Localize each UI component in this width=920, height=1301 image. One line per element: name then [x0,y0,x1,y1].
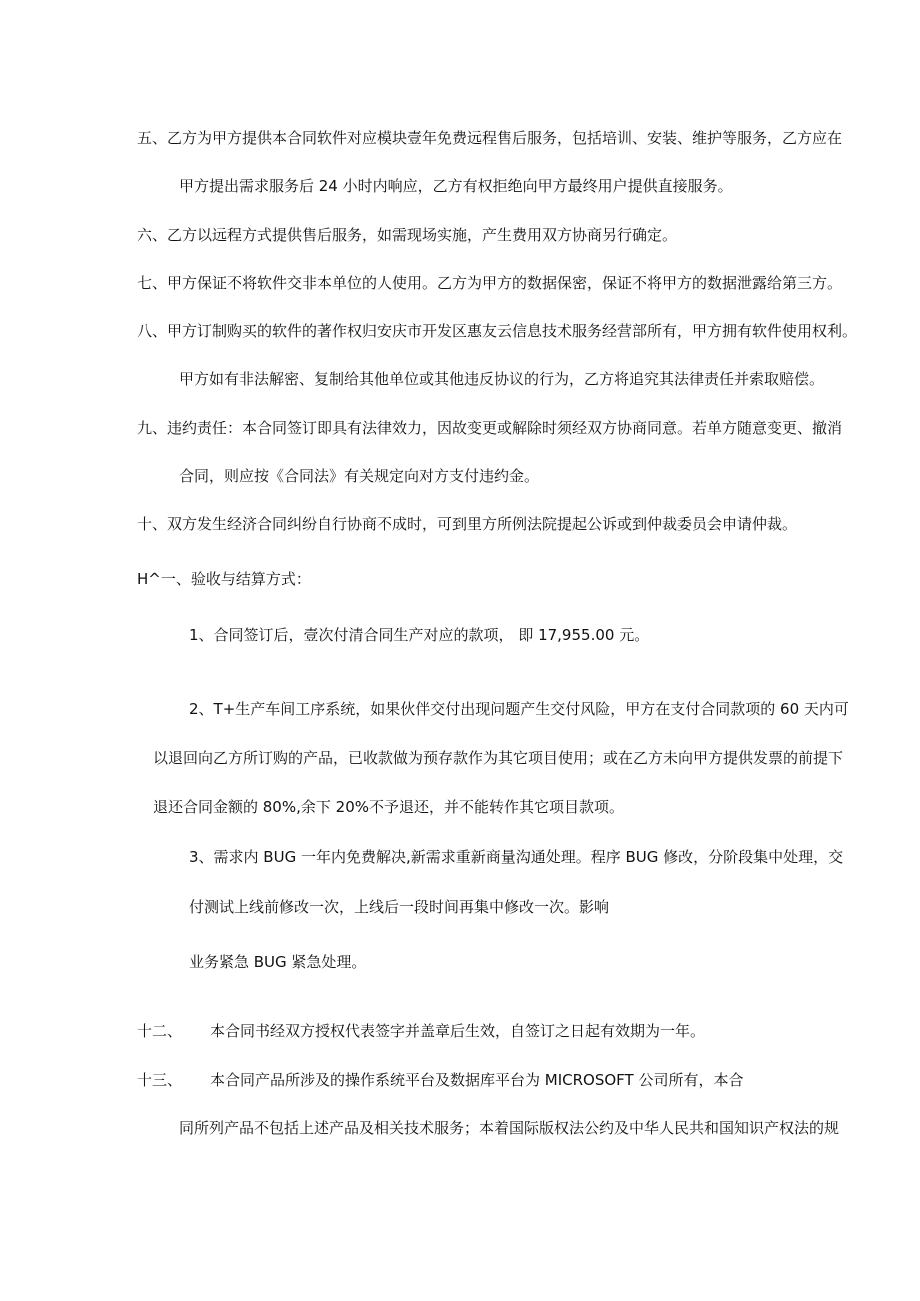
clause-13-line-1 [137,1070,743,1090]
clause-11-item-1: 1、合同签订后，壹次付清合同生产对应的款项， 即 17,955.00 元。 [189,626,650,644]
clause-9-line-2: 合同，则应按《合同法》有关规定向对方支付违约金。 [179,467,540,485]
clause-5-line-2: 甲方提出需求服务后 24 小时内响应，乙方有权拒绝向甲方最终用户提供直接服务。 [179,177,733,195]
clause-11-item-3-line-2: 付测试上线前修改一次，上线后一段时间再集中修改一次。影响 [189,898,610,916]
clause-11-item-3-line-1: 3、需求内 BUG 一年内免费解决,新需求重新商量沟通处理。程序 BUG 修改，分阶段集中处理，交 [189,848,844,866]
clause-11-heading: H^一、验收与结算方式： [137,570,311,588]
clause-11-item-2-line-3: 退还合同金额的 80%,余下 20%不予退还，并不能转作其它项目款项。 [153,798,624,816]
clause-12-line [137,1021,705,1041]
clause-13-number: 十三、 [137,1071,183,1089]
clause-13-text-1: 本合同产品所涉及的操作系统平台及数据库平台为 MICROSOFT 公司所有，本合 [210,1071,744,1089]
clause-6: 六、乙方以远程方式提供售后服务，如需现场实施，产生费用双方协商另行确定。 [137,226,678,244]
clause-12-text: 本合同书经双方授权代表签字并盖章后生效，自签订之日起有效期为一年。 [210,1022,706,1040]
clause-11-item-2-line-1: 2、T+生产车间工序系统，如果伙伴交付出现问题产生交付风险，甲方在支付合同款项的 60 天内可 [189,700,849,718]
clause-7: 七、甲方保证不将软件交非本单位的人使用。乙方为甲方的数据保密，保证不将甲方的数据泄露给第三方。 [137,274,843,292]
clause-11-item-3-line-3: 业务紧急 BUG 紧急处理。 [189,953,367,971]
clause-8-line-1: 八、甲方订制购买的软件的著作权归安庆市开发区惠友云信息技术服务经营部所有，甲方拥有软件使用权利。 [137,322,858,340]
clause-11-item-2-line-2: 以退回向乙方所订购的产品，已收款做为预存款作为其它项目使用；或在乙方未向甲方提供发票的前提下 [153,749,844,767]
clause-10: 十、双方发生经济合同纠纷自行协商不成时，可到里方所例法院提起公诉或到仲裁委员会申请仲裁。 [137,515,798,533]
clause-5-line-1: 五、乙方为甲方提供本合同软件对应模块壹年免费远程售后服务，包括培训、安装、维护等服务，乙方应在 [137,129,843,147]
clause-13-line-2: 同所列产品不包括上述产品及相关技术服务；本着国际版权法公约及中华人民共和国知识产权法的规 [179,1119,840,1137]
clause-9-line-1: 九、违约责任：本合同签订即具有法律效力，因故变更或解除时须经双方协商同意。若单方随意变更、撤消 [137,419,843,437]
clause-8-line-2: 甲方如有非法解密、复制给其他单位或其他违反协议的行为，乙方将追究其法律责任并索取赔偿。 [179,370,825,388]
clause-12-number: 十二、 [137,1022,183,1040]
